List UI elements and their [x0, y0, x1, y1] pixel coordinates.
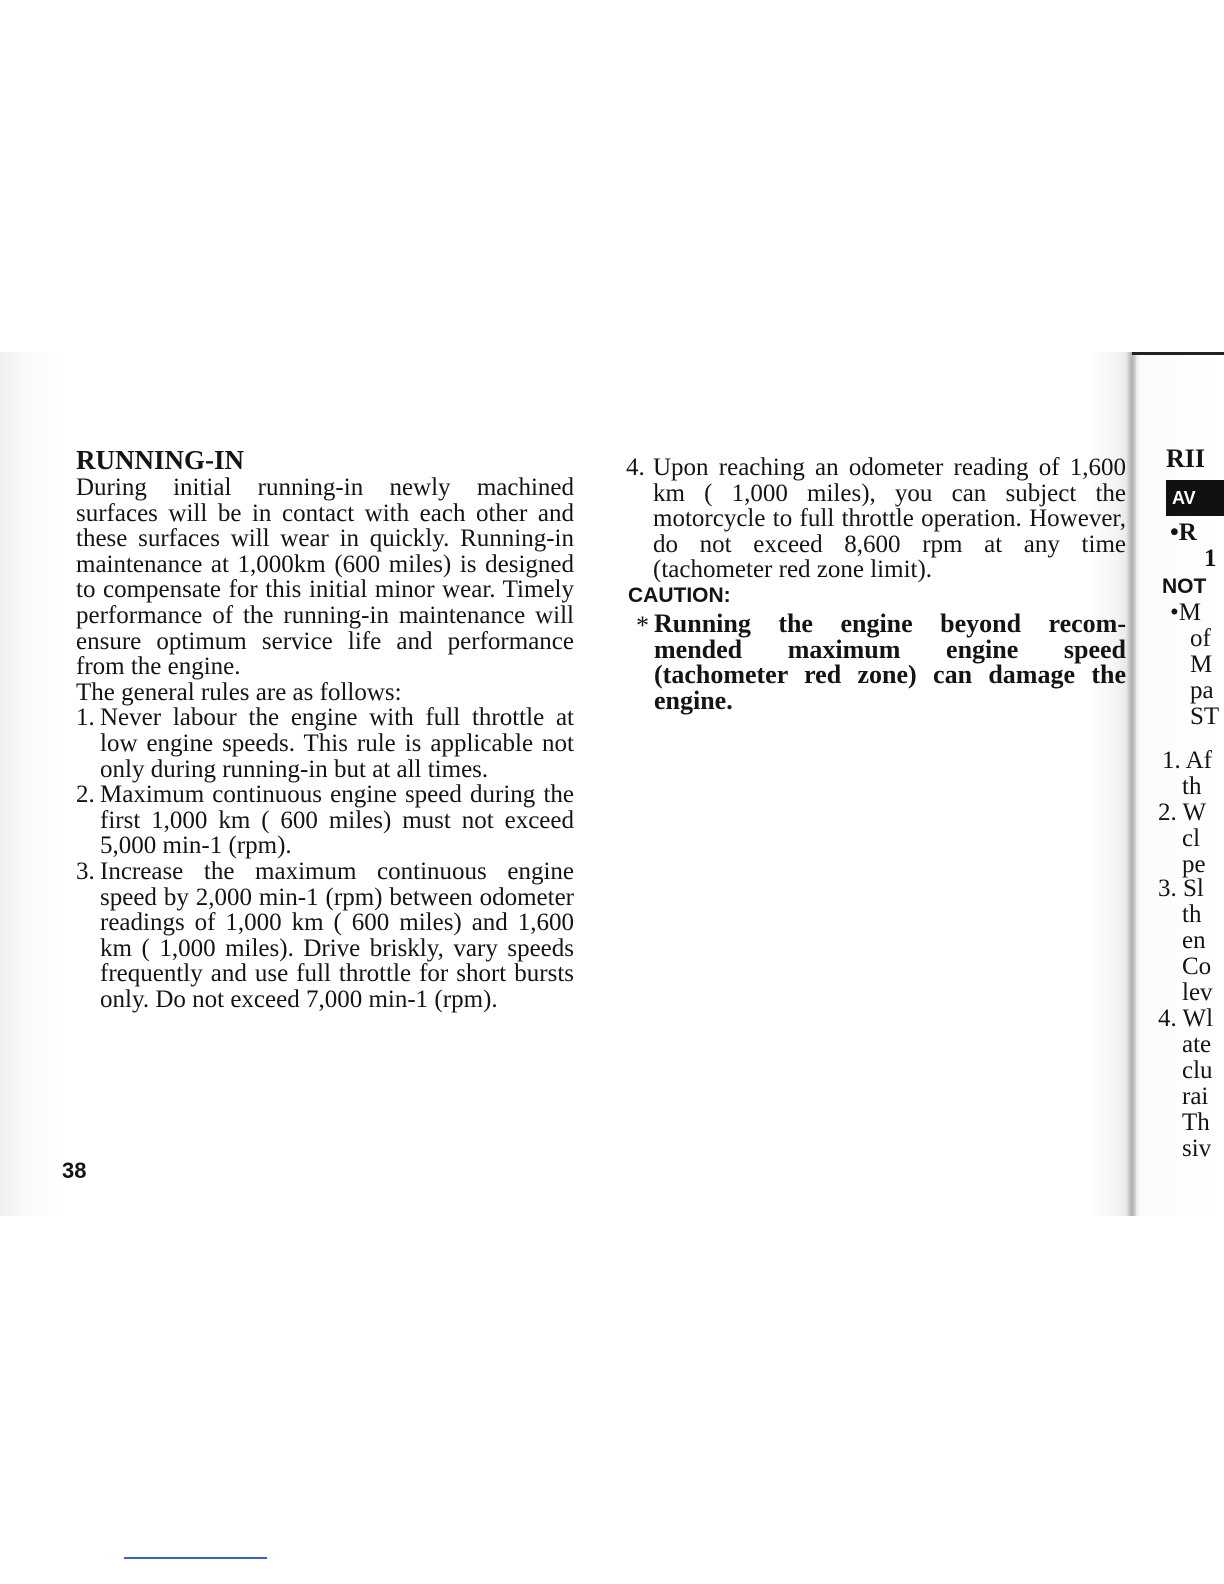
next-page-line: 1	[1204, 545, 1217, 572]
next-page-line: Th	[1182, 1109, 1210, 1136]
next-page-heading: RII	[1166, 446, 1206, 473]
next-page-line: •M	[1170, 599, 1201, 626]
next-page-line: NOT	[1162, 575, 1207, 598]
section-heading: RUNNING-IN	[76, 445, 244, 475]
warning-badge-icon	[1166, 480, 1224, 516]
bottom-blue-line	[124, 1557, 267, 1559]
next-page-line: 1. Af	[1162, 747, 1212, 774]
right-column	[626, 455, 1126, 713]
next-page-line: th	[1182, 773, 1202, 800]
book-spine-shadow	[1126, 352, 1136, 1216]
next-page-line: M	[1190, 651, 1213, 678]
next-page-line: ST	[1190, 703, 1220, 730]
rule-text: Increase the maximum continuous engine speed by 2,000 min-1 (rpm) between odometer readings of 1,000 km ( 600 miles) and 1,600 km ( 1,000 miles). Drive briskly, vary speeds frequently and use full throttle for short bursts only. Do not exceed 7,000 min-1 (rpm).	[100, 857, 574, 1013]
rule-number: 4.	[626, 454, 645, 481]
next-page-line: pa	[1190, 677, 1214, 704]
next-page-line: pe	[1182, 851, 1206, 878]
rule-number: 1.	[76, 704, 95, 732]
next-page-line: siv	[1182, 1135, 1212, 1162]
next-page-line: 4. Wl	[1158, 1005, 1214, 1032]
rule-text: Maximum continuous engine speed during the first 1,000 km ( 600 miles) must not exceed 5,000 min-1 (rpm).	[100, 781, 574, 860]
next-page-line: ate	[1182, 1031, 1212, 1058]
next-page-fragment	[1150, 446, 1224, 1186]
rule-text: Upon reaching an odometer reading of 1,600 km ( 1,000 miles), you can subject the motorcycle to full throttle operation. However, do not exceed 8,600 rpm at any time (tachometer red zone limit).	[653, 454, 1126, 584]
next-page-line: cl	[1182, 825, 1201, 852]
asterisk-icon: *	[636, 610, 649, 640]
next-page-line: en	[1182, 927, 1206, 954]
rules-list	[76, 705, 574, 1012]
caution-item	[626, 608, 1126, 715]
rule-number: 3.	[76, 857, 95, 885]
next-page-top-rule	[1132, 352, 1224, 355]
next-page-line: rai	[1182, 1083, 1209, 1110]
next-page-line: 3. Sl	[1158, 875, 1204, 902]
left-column	[76, 447, 574, 1012]
warning-badge-text: AV	[1172, 488, 1196, 508]
rules-intro: The general rules are as follows:	[76, 678, 402, 706]
caution-text: Running the engine beyond recom-mended maximum engine speed (tachometer red zone) can damage the engine.	[654, 608, 1126, 715]
rule-item	[76, 705, 574, 782]
next-page-line: Co	[1182, 953, 1212, 980]
caution-label: CAUTION:	[628, 583, 731, 607]
next-page-line: of	[1190, 625, 1211, 652]
next-page-line: clu	[1182, 1057, 1213, 1084]
rule-number: 2.	[76, 781, 95, 809]
rules-list-continued	[626, 455, 1126, 583]
next-page-line: th	[1182, 901, 1202, 928]
rule-item	[76, 859, 574, 1013]
next-page-line: lev	[1182, 979, 1213, 1006]
intro-paragraph: During initial running-in newly machined surfaces will be in contact with each other and these surfaces will wear in quickly. Running-in maintenance at 1,000km (600 miles) is designed to compensate for this initial minor wear. Timely performance of the running-in maintenance will ensure optimum service life and performance from the engine.	[76, 474, 574, 681]
next-page-line: 2. W	[1158, 799, 1207, 826]
next-page-line: •R	[1170, 519, 1197, 546]
rule-item	[76, 782, 574, 859]
page-number: 38	[62, 1158, 87, 1183]
rule-item	[626, 455, 1126, 583]
rule-text: Never labour the engine with full throttle at low engine speeds. This rule is applicable not only during running-in but at all times.	[100, 704, 574, 783]
